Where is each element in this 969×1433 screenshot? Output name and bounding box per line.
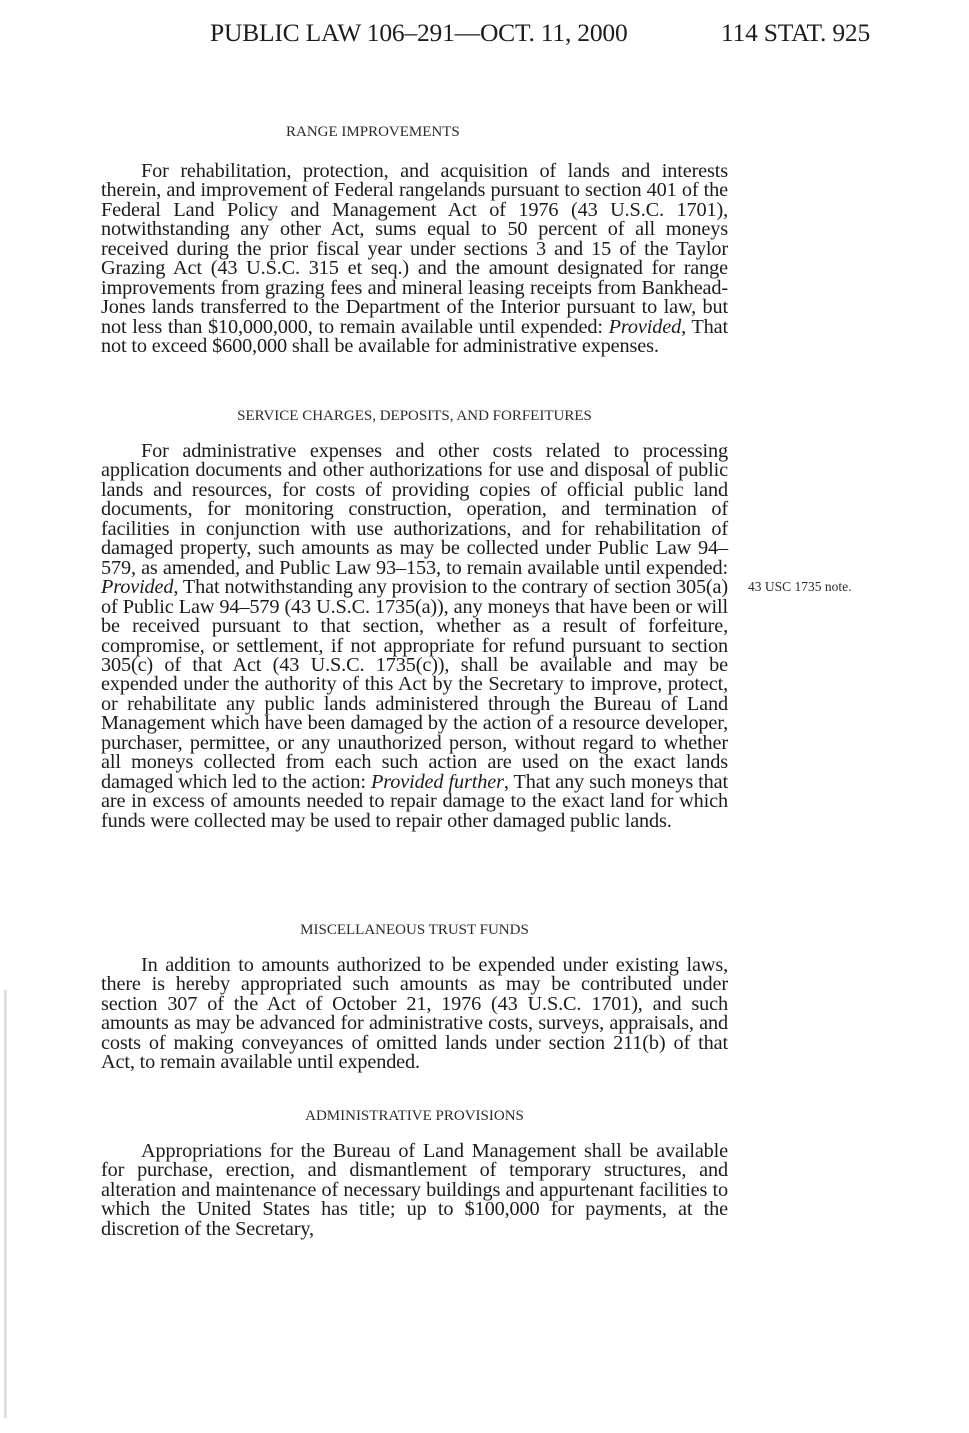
paragraph-text: , That any such moneys that are in excess of amounts needed to repair damage to the exact land for which funds were collected may be used to repair other damaged public lands. xyxy=(101,770,728,832)
paragraph-text: For rehabilitation, protection, and acquisition of lands and interests therein, and improvement of Federal rangelands pursuant to section 401 of the Federal Land Policy and Management Act of 1976 (43 U.S.C. 1701), notwithstanding any other Act, sums equal to 50 percent of all moneys received during the prior fiscal year under sections 3 and 15 of the Taylor Grazing Act (43 U.S.C. 315 et seq.) and the amount designated for range improvements from grazing fees and mineral leasing receipts from Bankhead-Jones lands transferred to the Department of the Interior pursuant to law, but not less than $10,000,000, to remain available until expended: xyxy=(101,160,728,338)
paragraph-text: , That not to exceed $600,000 shall be available for administrative expenses. xyxy=(101,315,728,358)
section-heading: SERVICE CHARGES, DEPOSITS, AND FORFEITURES xyxy=(237,408,592,424)
paragraph-text: For administrative expenses and other costs related to processing application documents and other authorizations for use and disposal of public lands and resources, for costs of providing copies of official public land documents, for monitoring construction, operation, and termination of facilities in conjunction with use authorizations, and for rehabilitation of damaged property, such amounts as may be collected under Public Law 94–579, as amended, and Public Law 93–153, to remain available until expended: xyxy=(101,440,728,579)
scan-edge-artifact xyxy=(4,990,7,1418)
paragraph-text: Appropriations for the Bureau of Land Management shall be available for purchase, erection, and dismantlement of temporary structures, and alteration and maintenance of necessary buildings and appurtenant facilities to which the United States has title; up to $100,000 for payments, at the discretion of the Secretary, xyxy=(101,1140,728,1240)
italic-term: Provided xyxy=(608,315,682,338)
margin-note-citation: 43 USC 1735 note. xyxy=(748,579,852,594)
section-heading: MISCELLANEOUS TRUST FUNDS xyxy=(300,922,529,938)
section-paragraph xyxy=(101,1142,728,1239)
section-administrative-provisions xyxy=(101,0,728,1260)
paragraph-text: In addition to amounts authorized to be expended under existing laws, there is hereby appropriated such amounts as may be contributed under section 307 of the Act of October 21, 1976 (43 U.S.C. 1701), and such amounts as may be advanced for administrative costs, surveys, appraisals, and costs of making conveyances of omitted lands under section 211(b) of that Act, to remain available until expended. xyxy=(101,954,728,1074)
running-head-title: PUBLIC LAW 106–291—OCT. 11, 2000 xyxy=(210,18,628,47)
italic-term: Provided xyxy=(101,576,174,599)
page-stat-number: 114 STAT. 925 xyxy=(720,18,870,47)
paragraph-text: , That notwithstanding any provision to the contrary of section 305(a) of Public Law 94–579 (43 U.S.C. 1735(a)), any moneys that have been or will be received pursuant to that section, whether as a result of forfeiture, compromise, or settlement, if not appropriate for refund pursuant to section 305(c) of that Act (43 U.S.C. 1735(c)), shall be available and may be expended under the authority of this Act by the Secretary to improve, protect, or rehabilitate any public lands administered through the Bureau of Land Management which have been damaged by the action of a resource developer, purchaser, permittee, or any unauthorized person, without regard to whether all moneys collected from each such action are used on the exact lands damaged which led to the action: xyxy=(101,576,728,793)
italic-term: Provided further xyxy=(371,770,504,793)
section-heading: RANGE IMPROVEMENTS xyxy=(286,124,460,140)
section-heading: ADMINISTRATIVE PROVISIONS xyxy=(305,1108,524,1124)
